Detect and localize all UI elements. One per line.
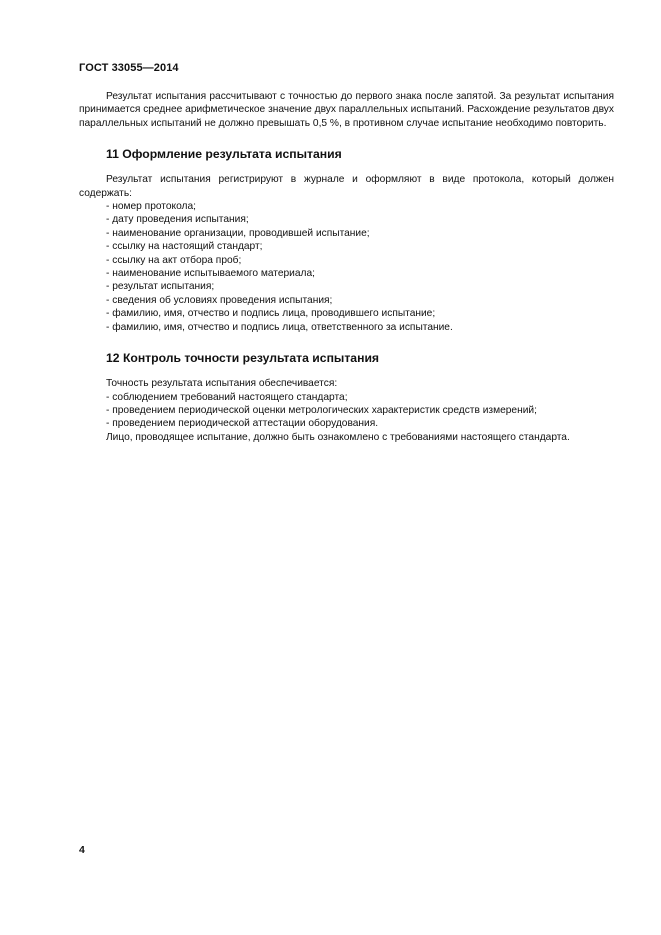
page-number: 4 (79, 844, 85, 856)
section-11-list (79, 200, 614, 334)
list-item: - сведения об условиях проведения испытания; (106, 294, 333, 306)
list-item: - наименование организации, проводившей испытание; (106, 227, 370, 239)
standard-header: ГОСТ 33055—2014 (79, 62, 179, 74)
document-content (79, 90, 614, 444)
section-12-heading: 12 Контроль точности результата испытания (106, 351, 380, 366)
list-item: - ссылку на акт отбора проб; (106, 254, 242, 266)
section-12-lead: Точность результата испытания обеспечивается: (106, 378, 338, 390)
list-item: - номер протокола; (106, 201, 196, 213)
list-item: - фамилию, имя, отчество и подпись лица, ответственного за испытание. (106, 321, 453, 333)
list-item: - фамилию, имя, отчество и подпись лица, проводившего испытание; (106, 308, 436, 320)
list-item: - ссылку на настоящий стандарт; (106, 241, 263, 253)
list-item: - проведением периодической оценки метрологических характеристик средств измерений; (106, 404, 537, 416)
list-item: - наименование испытываемого материала; (106, 268, 315, 280)
section-11-lead: Результат испытания регистрируют в журнале и оформляют в виде протокола, который должен содержать: (79, 174, 614, 199)
section-11-heading: 11 Оформление результата испытания (106, 147, 342, 162)
list-item: - результат испытания; (106, 281, 215, 293)
list-item: - проведением периодической аттестации оборудования. (106, 418, 379, 430)
section-12-closing: Лицо, проводящее испытание, должно быть ознакомлено с требованиями настоящего стандарта. (106, 431, 570, 443)
intro-paragraph: Результат испытания рассчитывают с точностью до первого знака после запятой. За результат испытания принимается среднее арифметическое значение двух параллельных испытаний. Расхождение результатов двух параллельных испытаний не должно превышать 0,5 %, в противном случае испытание необходимо повторить. (79, 91, 614, 129)
list-item: - дату проведения испытания; (106, 214, 249, 226)
section-12-list (79, 391, 614, 431)
list-item: - соблюдением требований настоящего стандарта; (106, 391, 348, 403)
